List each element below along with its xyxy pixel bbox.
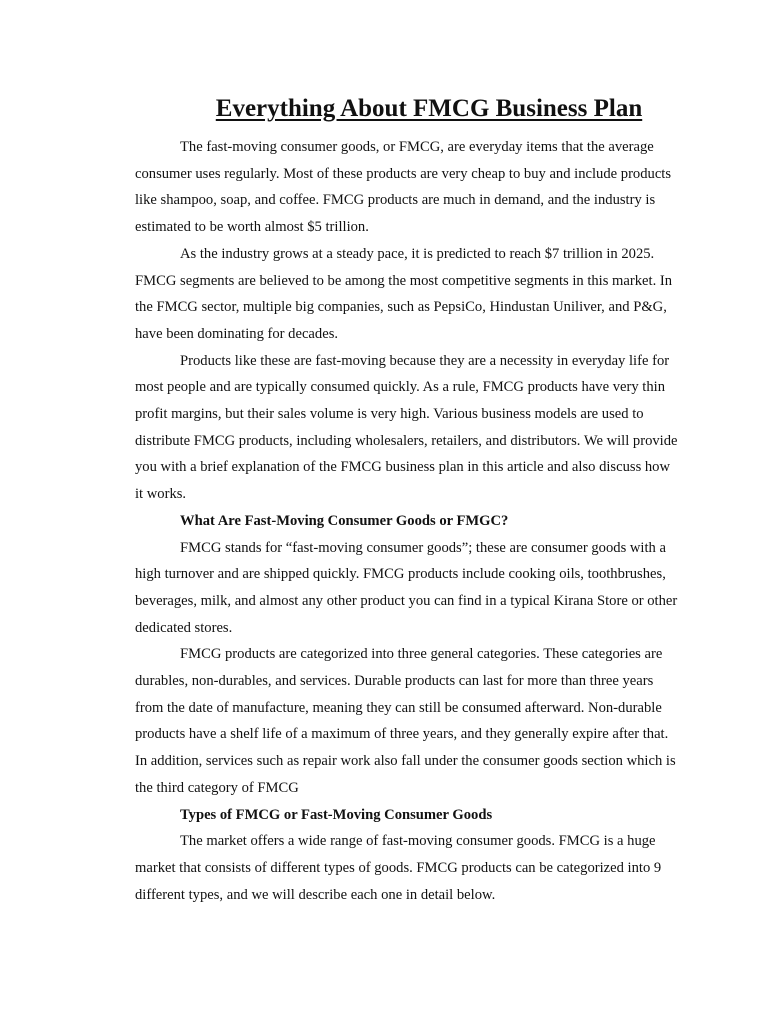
document-title: Everything About FMCG Business Plan [215,95,643,122]
document-body [135,134,681,908]
body-paragraph: FMCG products are categorized into three general categories. These categories are durables, non-durables, and services. Durable products can last for more than three years from the date of manufacture, meaning they can still be consumed afterward. Non-durable products have a shelf life of a maximum of three years, and they generally expire after that. In addition, services such as repair work also fall under the consumer goods section which is the third category of FMCG [135,646,676,796]
body-paragraph: Products like these are fast-moving because they are a necessity in everyday life for most people and are typically consumed quickly. As a rule, FMCG products have very thin profit margins, but their sales volume is very high. Various business models are used to distribute FMCG products, including wholesalers, retailers, and distributors. We will provide you with a brief explanation of the FMCG business plan in this article and also discuss how it works. [135,352,678,503]
body-paragraph: FMCG stands for “fast-moving consumer goods”; these are consumer goods with a high turnover and are shipped quickly. FMCG products include cooking oils, toothbrushes, beverages, milk, and almost any other product you can find in a typical Kirana Store or other dedicated stores. [135,539,678,636]
section-heading: What Are Fast-Moving Consumer Goods or FMGC? [180,512,509,529]
body-paragraph: As the industry grows at a steady pace, it is predicted to reach $7 trillion in 2025. FMCG segments are believed to be among the most competitive segments in this market. In the FMCG sector, multiple big companies, such as PepsiCo, Hindustan Uniliver, and P&G, have been dominating for decades. [135,245,673,342]
section-heading: Types of FMCG or Fast-Moving Consumer Goods [180,806,493,823]
body-paragraph: The market offers a wide range of fast-moving consumer goods. FMCG is a huge market that consists of different types of goods. FMCG products can be categorized into 9 different types, and we will describe each one in detail below. [135,833,662,903]
body-paragraph: The fast-moving consumer goods, or FMCG, are everyday items that the average consumer uses regularly. Most of these products are very cheap to buy and include products like shampoo, soap, and coffee. FMCG products are much in demand, and the industry is estimated to be worth almost $5 trillion. [135,139,672,236]
